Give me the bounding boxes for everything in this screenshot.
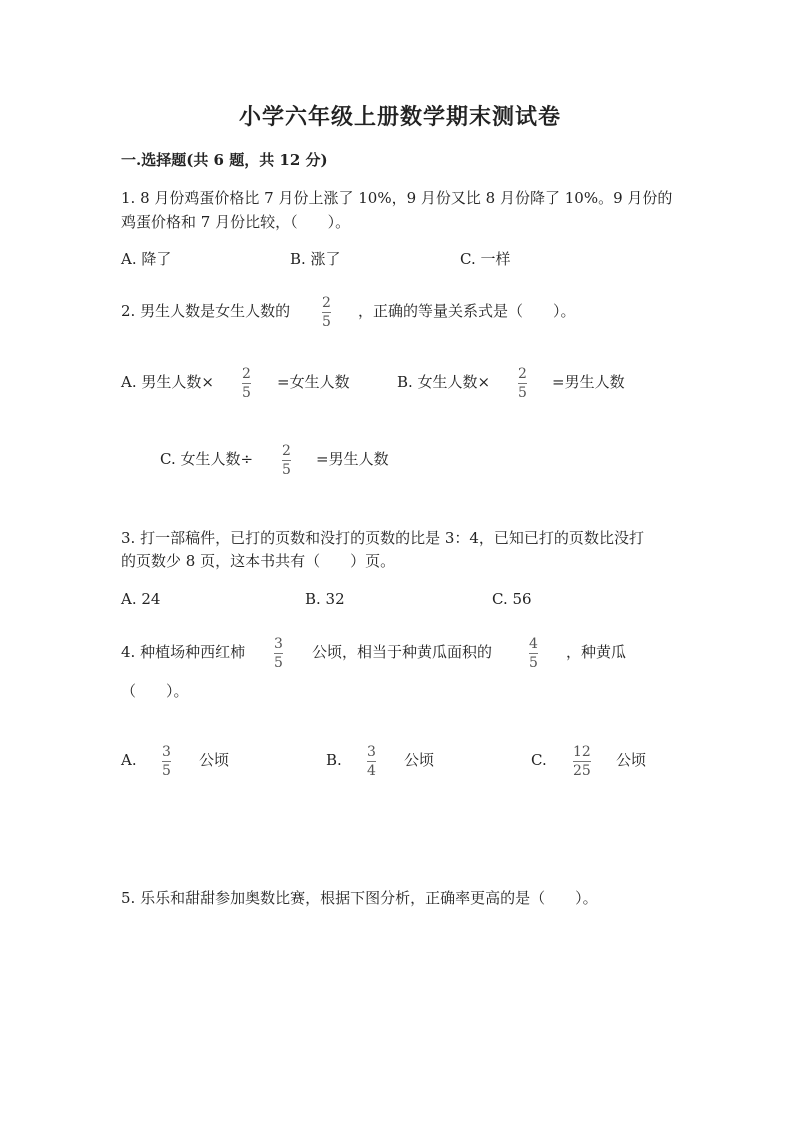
fraction-numerator: 4 xyxy=(529,636,538,652)
fraction-denominator: 5 xyxy=(518,385,527,401)
question-4-fraction-1 xyxy=(274,636,283,671)
question-4-fraction-2 xyxy=(529,636,538,671)
question-2-option-b: B. 女生人数× xyxy=(397,373,491,391)
question-3-line-1: 3. 打一部稿件，已打的页数和没打的页数的比是 3：4，已知已打的页数比没打 xyxy=(121,529,644,547)
fraction-denominator: 5 xyxy=(282,462,291,478)
fraction-denominator: 25 xyxy=(573,763,591,779)
fraction-numerator: 2 xyxy=(282,443,291,459)
question-4-option-c-unit: 公顷 xyxy=(616,751,647,769)
page-title: 小学六年级上册数学期末测试卷 xyxy=(238,104,561,130)
fraction-denominator: 5 xyxy=(162,763,171,779)
question-1-line-2: 鸡蛋价格和 7 月份比较，（ ）。 xyxy=(121,213,351,231)
question-4-option-c-label: C. xyxy=(531,751,547,769)
question-1-option-b: B. 涨了 xyxy=(290,250,341,268)
question-4-option-b-unit: 公顷 xyxy=(404,751,435,769)
fraction-numerator: 2 xyxy=(322,295,331,311)
section-heading: 一.选择题(共 6 题，共 12 分) xyxy=(121,151,328,169)
question-4-option-b-label: B. xyxy=(326,751,342,769)
question-2-option-b-fraction xyxy=(518,366,527,401)
question-2-text-after: ，正确的等量关系式是（ ）。 xyxy=(358,302,576,320)
fraction-numerator: 3 xyxy=(274,636,283,652)
question-4-option-a-label: A. xyxy=(121,751,137,769)
fraction-denominator: 5 xyxy=(242,385,251,401)
fraction-denominator: 5 xyxy=(322,314,331,330)
question-3-option-a: A. 24 xyxy=(121,590,161,608)
question-2-option-c: C. 女生人数÷ xyxy=(160,450,254,468)
question-4-text: 4. 种植场种西红柿 xyxy=(121,643,246,661)
fraction-denominator: 5 xyxy=(529,655,538,671)
question-4-option-c-fraction xyxy=(573,744,591,779)
question-2-option-a-fraction xyxy=(242,366,251,401)
fraction-numerator: 3 xyxy=(162,744,171,760)
question-4-text-mid: 公顷，相当于种黄瓜面积的 xyxy=(312,643,493,661)
question-2-option-a: A. 男生人数× xyxy=(121,373,214,391)
fraction-denominator: 5 xyxy=(274,655,283,671)
fraction-denominator: 4 xyxy=(367,763,376,779)
question-3-line-2: 的页数少 8 页，这本书共有（ ）页。 xyxy=(121,552,396,570)
question-4-option-b-fraction xyxy=(367,744,376,779)
question-2-fraction xyxy=(322,295,331,330)
question-4-option-a-fraction xyxy=(162,744,171,779)
fraction-numerator: 2 xyxy=(242,366,251,382)
question-5-line-1: 5. 乐乐和甜甜参加奥数比赛，根据下图分析，正确率更高的是（ ）。 xyxy=(121,889,598,907)
question-1-option-a: A. 降了 xyxy=(121,250,172,268)
fraction-numerator: 3 xyxy=(367,744,376,760)
question-2-option-c-fraction xyxy=(282,443,291,478)
question-2-option-a-after: =女生人数 xyxy=(277,373,350,391)
fraction-numerator: 2 xyxy=(518,366,527,382)
question-3-option-b: B. 32 xyxy=(305,590,345,608)
question-2-option-b-after: =男生人数 xyxy=(552,373,625,391)
question-4-option-a-unit: 公顷 xyxy=(199,751,230,769)
question-2-option-c-after: =男生人数 xyxy=(316,450,389,468)
question-4-line-2: （ ）。 xyxy=(121,682,189,700)
question-1-option-c: C. 一样 xyxy=(460,250,511,268)
question-2-text: 2. 男生人数是女生人数的 xyxy=(121,302,291,320)
question-3-option-c: C. 56 xyxy=(492,590,532,608)
question-1-line-1: 1. 8 月份鸡蛋价格比 7 月份上涨了 10%，9 月份又比 8 月份降了 10%。9 月份的 xyxy=(121,189,673,207)
fraction-numerator: 12 xyxy=(573,744,591,760)
question-4-text-after: ，种黄瓜 xyxy=(566,643,627,661)
